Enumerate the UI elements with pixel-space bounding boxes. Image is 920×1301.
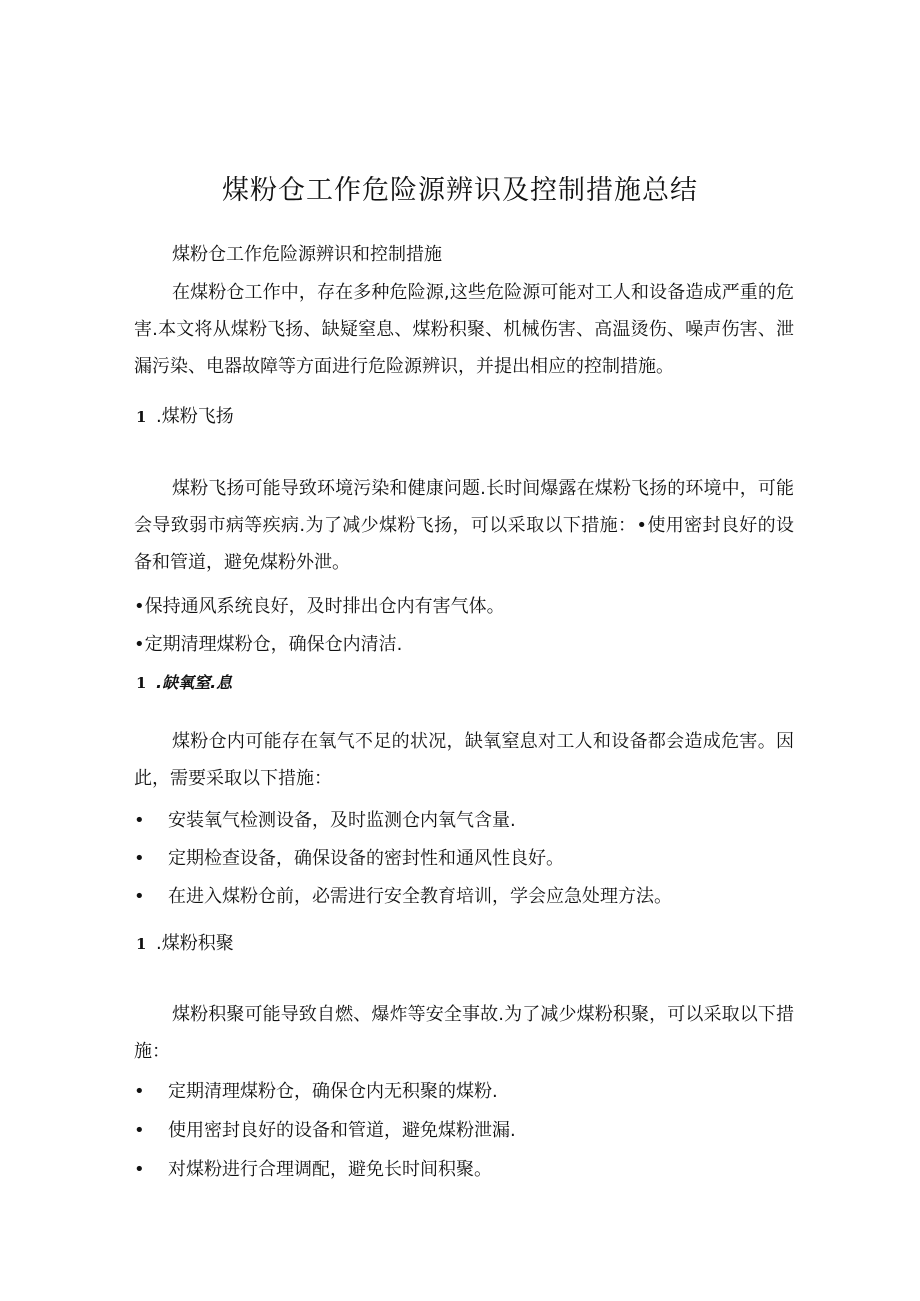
bullet-text: 安装氧气检测设备，及时监测仓内氧气含量.	[168, 810, 516, 831]
bullet-text: 定期检查设备，确保设备的密封性和通风性良好。	[168, 848, 564, 869]
section-title: .煤粉飞扬	[156, 406, 234, 427]
intro-paragraph: 在煤粉仓工作中，存在多种危险源,这些危险源可能对工人和设备造成严重的危害.本文将从煤粉飞扬、缺疑窒息、煤粉积聚、机械伤害、高温烫伤、噪声伤害、泄漏污染、电器故障等方面进行危险源辨识，并提出相应的控制措施。	[134, 282, 794, 377]
bullet-item	[134, 1116, 516, 1142]
section-paragraph-oxygen: 煤粉仓内可能存在氧气不足的状况，缺氧窒息对工人和设备都会造成危害。因此，需要采取以下措施：	[134, 731, 794, 789]
section-number: 1	[136, 935, 147, 953]
bullet-text: 使用密封良好的设备和管道，避免煤粉泄漏.	[168, 1120, 516, 1141]
section-line: •定期清理煤粉仓，确保仓内清洁.	[134, 634, 403, 655]
bullet-item	[134, 1155, 492, 1181]
section-line: •保持通风系统良好，及时排出仓内有害气体。	[134, 596, 505, 617]
section-title: .煤粉积聚	[156, 933, 234, 954]
bullet-dot: •	[134, 1081, 145, 1102]
document-title: 煤粉仓工作危险源辨识及控制措施总结	[222, 175, 698, 206]
bullet-text: 定期清理煤粉仓，确保仓内无积聚的煤粉.	[168, 1081, 498, 1102]
bullet-dot: •	[134, 1120, 145, 1141]
bullet-dot: •	[134, 1159, 145, 1180]
bullet-text: 对煤粉进行合理调配，避免长时间积聚。	[168, 1159, 492, 1180]
bullet-dot: •	[134, 810, 145, 831]
bullet-dot: •	[134, 886, 145, 907]
section-heading-accumulation	[136, 929, 234, 955]
section-heading-oxygen	[136, 670, 232, 693]
bullet-item	[134, 1077, 498, 1103]
section-heading-coal-dust	[136, 402, 234, 428]
bullet-item	[134, 882, 672, 908]
bullet-item	[134, 844, 564, 870]
section-title: .缺氧窒.息	[156, 673, 233, 692]
bullet-dot: •	[134, 848, 145, 869]
section-number: 1	[136, 674, 147, 692]
bullet-item	[134, 806, 516, 832]
document-subtitle: 煤粉仓工作危险源辨识和控制措施	[172, 244, 442, 265]
section-number: 1	[136, 408, 147, 426]
section-paragraph-coal-dust: 煤粉飞扬可能导致环境污染和健康问题.长时间爆露在煤粉飞扬的环境中，可能会导致弱市病等疾病.为了减少煤粉飞扬，可以采取以下措施：•使用密封良好的设备和管道，避免煤粉外泄。	[134, 478, 794, 573]
section-paragraph-accumulation: 煤粉积聚可能导致自燃、爆炸等安全事故.为了减少煤粉积聚，可以采取以下措施：	[134, 1004, 794, 1062]
bullet-text: 在进入煤粉仓前，必需进行安全教育培训，学会应急处理方法。	[168, 886, 672, 907]
